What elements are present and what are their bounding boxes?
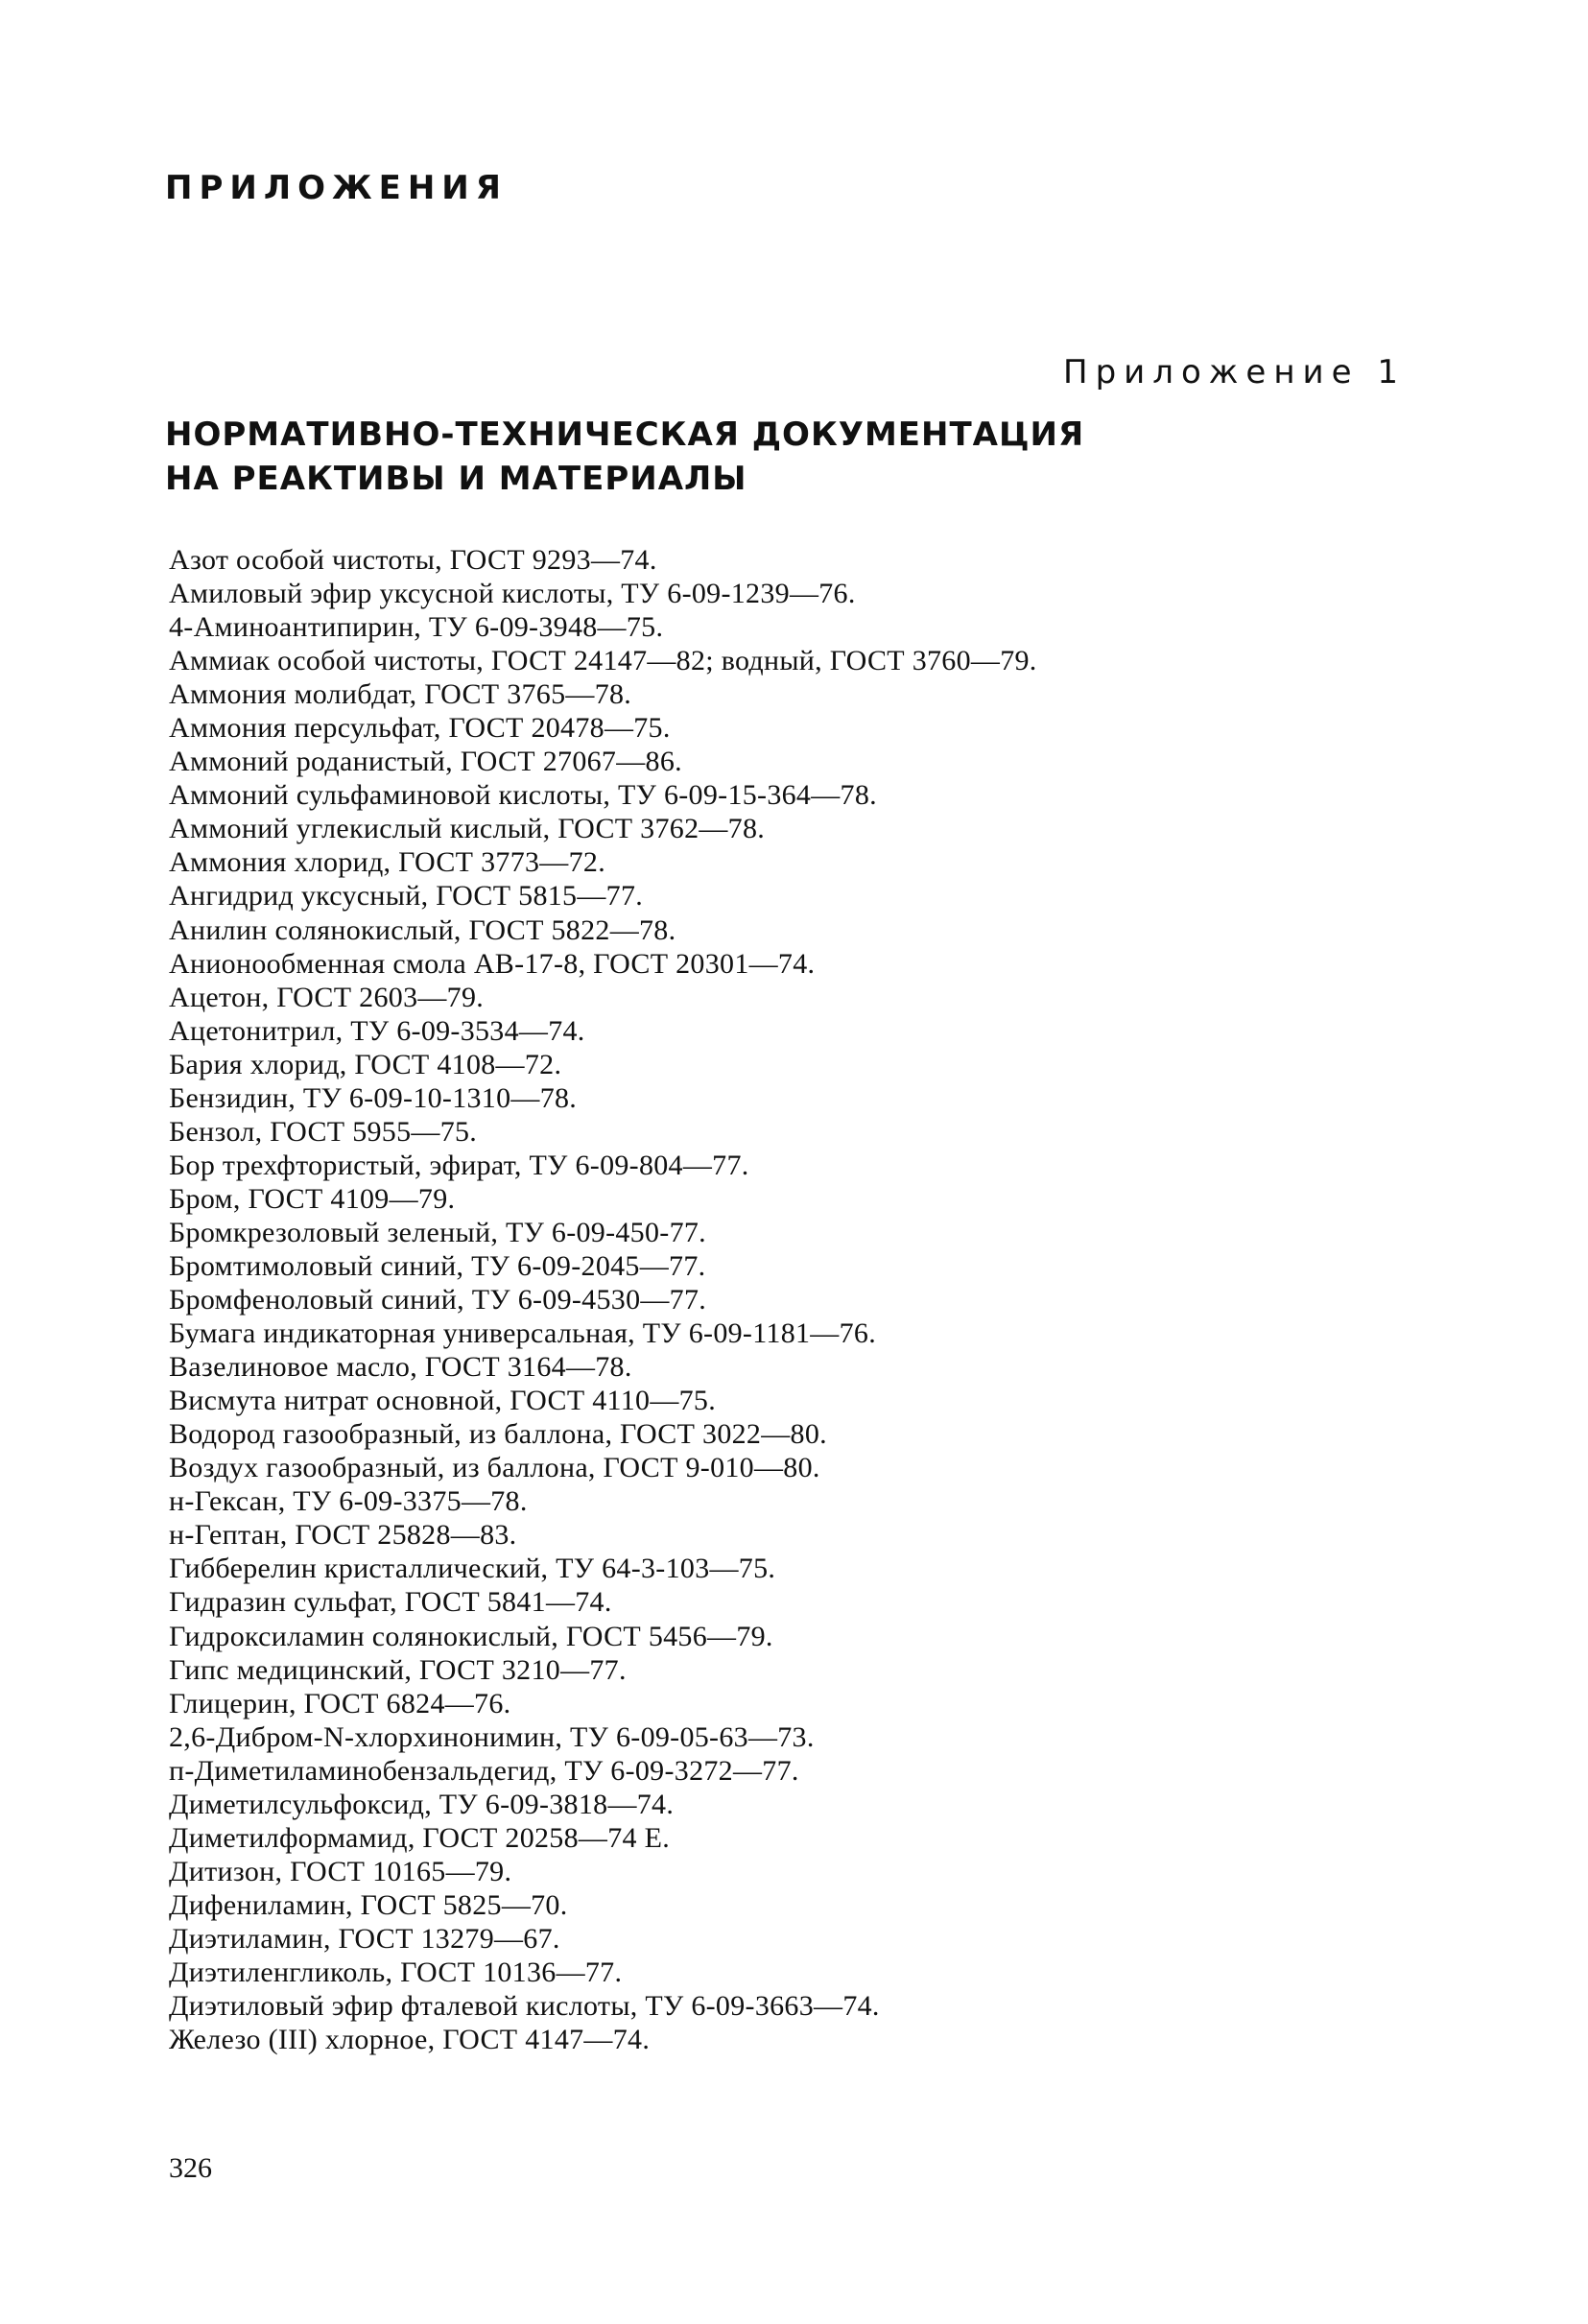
document-title [165,413,1084,501]
reagent-entry: Анионообменная смола АВ-17-8, ГОСТ 20301—74. [169,947,816,980]
reagent-entry: Диэтиловый эфир фталевой кислоты, ТУ 6-09-3663—74. [169,1990,880,2023]
reagent-entry: н-Гептан, ГОСТ 25828—83. [169,1519,517,1552]
reagent-entry: Бензидин, ТУ 6-09-10-1310—78. [169,1081,578,1114]
reagent-entry: Амиловый эфир уксусной кислоты, ТУ 6-09-1239—76. [169,578,856,610]
page-number: 326 [169,2152,212,2184]
reagent-entry: Гидроксиламин солянокислый, ГОСТ 5456—79. [169,1620,773,1652]
reagent-entry: Гибберелин кристаллический, ТУ 64-3-103—75. [169,1553,776,1585]
reagent-entry: Аммония хлорид, ГОСТ 3773—72. [169,846,605,879]
reagent-entry: 2,6-Дибром-N-хлорхинонимин, ТУ 6-09-05-63—73. [169,1720,815,1753]
reagent-entry: Дифениламин, ГОСТ 5825—70. [169,1888,568,1921]
reagent-entry: Висмута нитрат основной, ГОСТ 4110—75. [169,1385,717,1417]
reagent-entry: Аммоний сульфаминовой кислоты, ТУ 6-09-15-364—78. [169,779,877,812]
reagent-entry: Ацетонитрил, ТУ 6-09-3534—74. [169,1014,585,1047]
reagent-entry: Бромтимоловый синий, ТУ 6-09-2045—77. [169,1249,706,1282]
reagent-entry: Бензол, ГОСТ 5955—75. [169,1115,478,1148]
reagent-entry: Воздух газообразный, из баллона, ГОСТ 9-010—80. [169,1452,820,1484]
reagent-entry: Бромфеноловый синий, ТУ 6-09-4530—77. [169,1284,707,1316]
reagent-list [169,543,1037,2056]
reagent-entry: Диметилформамид, ГОСТ 20258—74 Е. [169,1821,671,1854]
reagent-entry: Диэтиламин, ГОСТ 13279—67. [169,1922,560,1955]
reagent-entry: Глицерин, ГОСТ 6824—76. [169,1687,511,1719]
document-title-line-2: НА РЕАКТИВЫ И МАТЕРИАЛЫ [165,460,747,498]
reagent-entry: Гидразин сульфат, ГОСТ 5841—74. [169,1586,612,1619]
reagent-entry: Гипс медицинский, ГОСТ 3210—77. [169,1653,627,1686]
reagent-entry: Бром, ГОСТ 4109—79. [169,1182,456,1215]
reagent-entry: Аммиак особой чистоты, ГОСТ 24147—82; водный, ГОСТ 3760—79. [169,645,1037,677]
document-title-line-1: НОРМАТИВНО-ТЕХНИЧЕСКАЯ ДОКУМЕНТАЦИЯ [165,415,1085,454]
reagent-entry: Бромкрезоловый зеленый, ТУ 6-09-450-77. [169,1216,706,1248]
reagent-entry: Бария хлорид, ГОСТ 4108—72. [169,1048,562,1080]
reagent-entry: Бор трехфтористый, эфират, ТУ 6-09-804—77. [169,1149,749,1181]
reagent-entry: Ацетон, ГОСТ 2603—79. [169,981,485,1013]
reagent-entry: Железо (III) хлорное, ГОСТ 4147—74. [169,2024,651,2056]
appendix-label: Приложение 1 [1063,353,1407,391]
reagent-entry: 4-Аминоантипирин, ТУ 6-09-3948—75. [169,611,664,644]
reagent-entry: Аммоний углекислый кислый, ГОСТ 3762—78. [169,813,766,845]
reagent-entry: Азот особой чистоты, ГОСТ 9293—74. [169,544,657,576]
reagent-entry: Ангидрид уксусный, ГОСТ 5815—77. [169,880,644,913]
reagent-entry: Диметилсульфоксид, ТУ 6-09-3818—74. [169,1788,675,1820]
reagent-entry: н-Гексан, ТУ 6-09-3375—78. [169,1485,528,1518]
reagent-entry: Дитизон, ГОСТ 10165—79. [169,1855,512,1887]
reagent-entry: Водород газообразный, из баллона, ГОСТ 3022—80. [169,1418,827,1451]
reagent-entry: п-Диметиламинобензальдегид, ТУ 6-09-3272—77. [169,1754,799,1787]
reagent-entry: Бумага индикаторная универсальная, ТУ 6-09-1181—76. [169,1317,876,1350]
reagent-entry: Анилин солянокислый, ГОСТ 5822—78. [169,913,676,946]
reagent-entry: Аммония персульфат, ГОСТ 20478—75. [169,712,671,745]
reagent-entry: Вазелиновое масло, ГОСТ 3164—78. [169,1351,632,1384]
reagent-entry: Аммония молибдат, ГОСТ 3765—78. [169,678,632,711]
reagent-entry: Диэтиленгликоль, ГОСТ 10136—77. [169,1956,623,1988]
section-heading: ПРИЛОЖЕНИЯ [165,169,508,207]
reagent-entry: Аммоний роданистый, ГОСТ 27067—86. [169,746,682,778]
